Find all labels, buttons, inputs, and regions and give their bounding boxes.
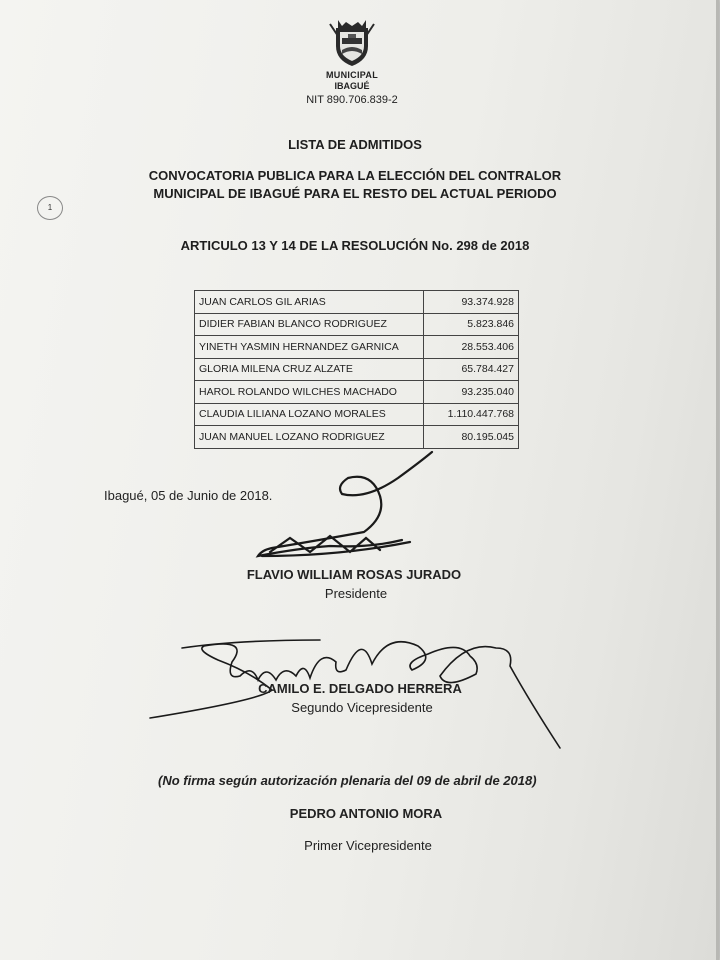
- page-marker: 1: [37, 196, 63, 220]
- candidate-name: JUAN MANUEL LOZANO RODRIGUEZ: [195, 426, 424, 449]
- municipality-line1: MUNICIPAL: [325, 70, 379, 80]
- candidate-name: YINETH YASMIN HERNANDEZ GARNICA: [195, 336, 424, 359]
- candidate-id: 93.374.928: [424, 291, 519, 314]
- signatory-name: FLAVIO WILLIAM ROSAS JURADO: [246, 567, 462, 582]
- candidate-name: CLAUDIA LILIANA LOZANO MORALES: [195, 403, 424, 426]
- paper-edge: [716, 0, 719, 960]
- candidate-name: GLORIA MILENA CRUZ ALZATE: [195, 358, 424, 381]
- municipality-line2: IBAGUÉ: [334, 81, 370, 91]
- candidate-id: 5.823.846: [424, 313, 519, 336]
- no-firma-note: (No firma según autorización plenaria del 09 de abril de 2018): [158, 773, 537, 788]
- convocatoria-line1: CONVOCATORIA PUBLICA PARA LA ELECCIÓN DEL CONTRALOR: [148, 168, 562, 183]
- document-title: LISTA DE ADMITIDOS: [288, 137, 422, 152]
- signatory-role: Segundo Vicepresidente: [291, 700, 433, 715]
- candidate-id: 93.235.040: [424, 381, 519, 404]
- place-and-date: Ibagué, 05 de Junio de 2018.: [104, 488, 273, 503]
- candidate-name: DIDIER FABIAN BLANCO RODRIGUEZ: [195, 313, 424, 336]
- convocatoria-line2: MUNICIPAL DE IBAGUÉ PARA EL RESTO DEL ACTUAL PERIODO: [153, 186, 557, 201]
- signatory-role: Primer Vicepresidente: [304, 838, 432, 853]
- signatory-role: Presidente: [324, 586, 388, 601]
- signatory-name: PEDRO ANTONIO MORA: [289, 806, 443, 821]
- nit-number: NIT 890.706.839-2: [306, 94, 398, 106]
- candidate-name: HAROL ROLANDO WILCHES MACHADO: [195, 381, 424, 404]
- signatory-name: CAMILO E. DELGADO HERRERA: [258, 681, 462, 696]
- signature-president: [258, 452, 432, 556]
- candidate-id: 80.195.045: [424, 426, 519, 449]
- articulo-heading: ARTICULO 13 Y 14 DE LA RESOLUCIÓN No. 298 de 2018: [180, 238, 530, 253]
- candidate-id: 1.110.447.768: [424, 403, 519, 426]
- candidate-id: 65.784.427: [424, 358, 519, 381]
- candidate-id: 28.553.406: [424, 336, 519, 359]
- candidate-name: JUAN CARLOS GIL ARIAS: [195, 291, 424, 314]
